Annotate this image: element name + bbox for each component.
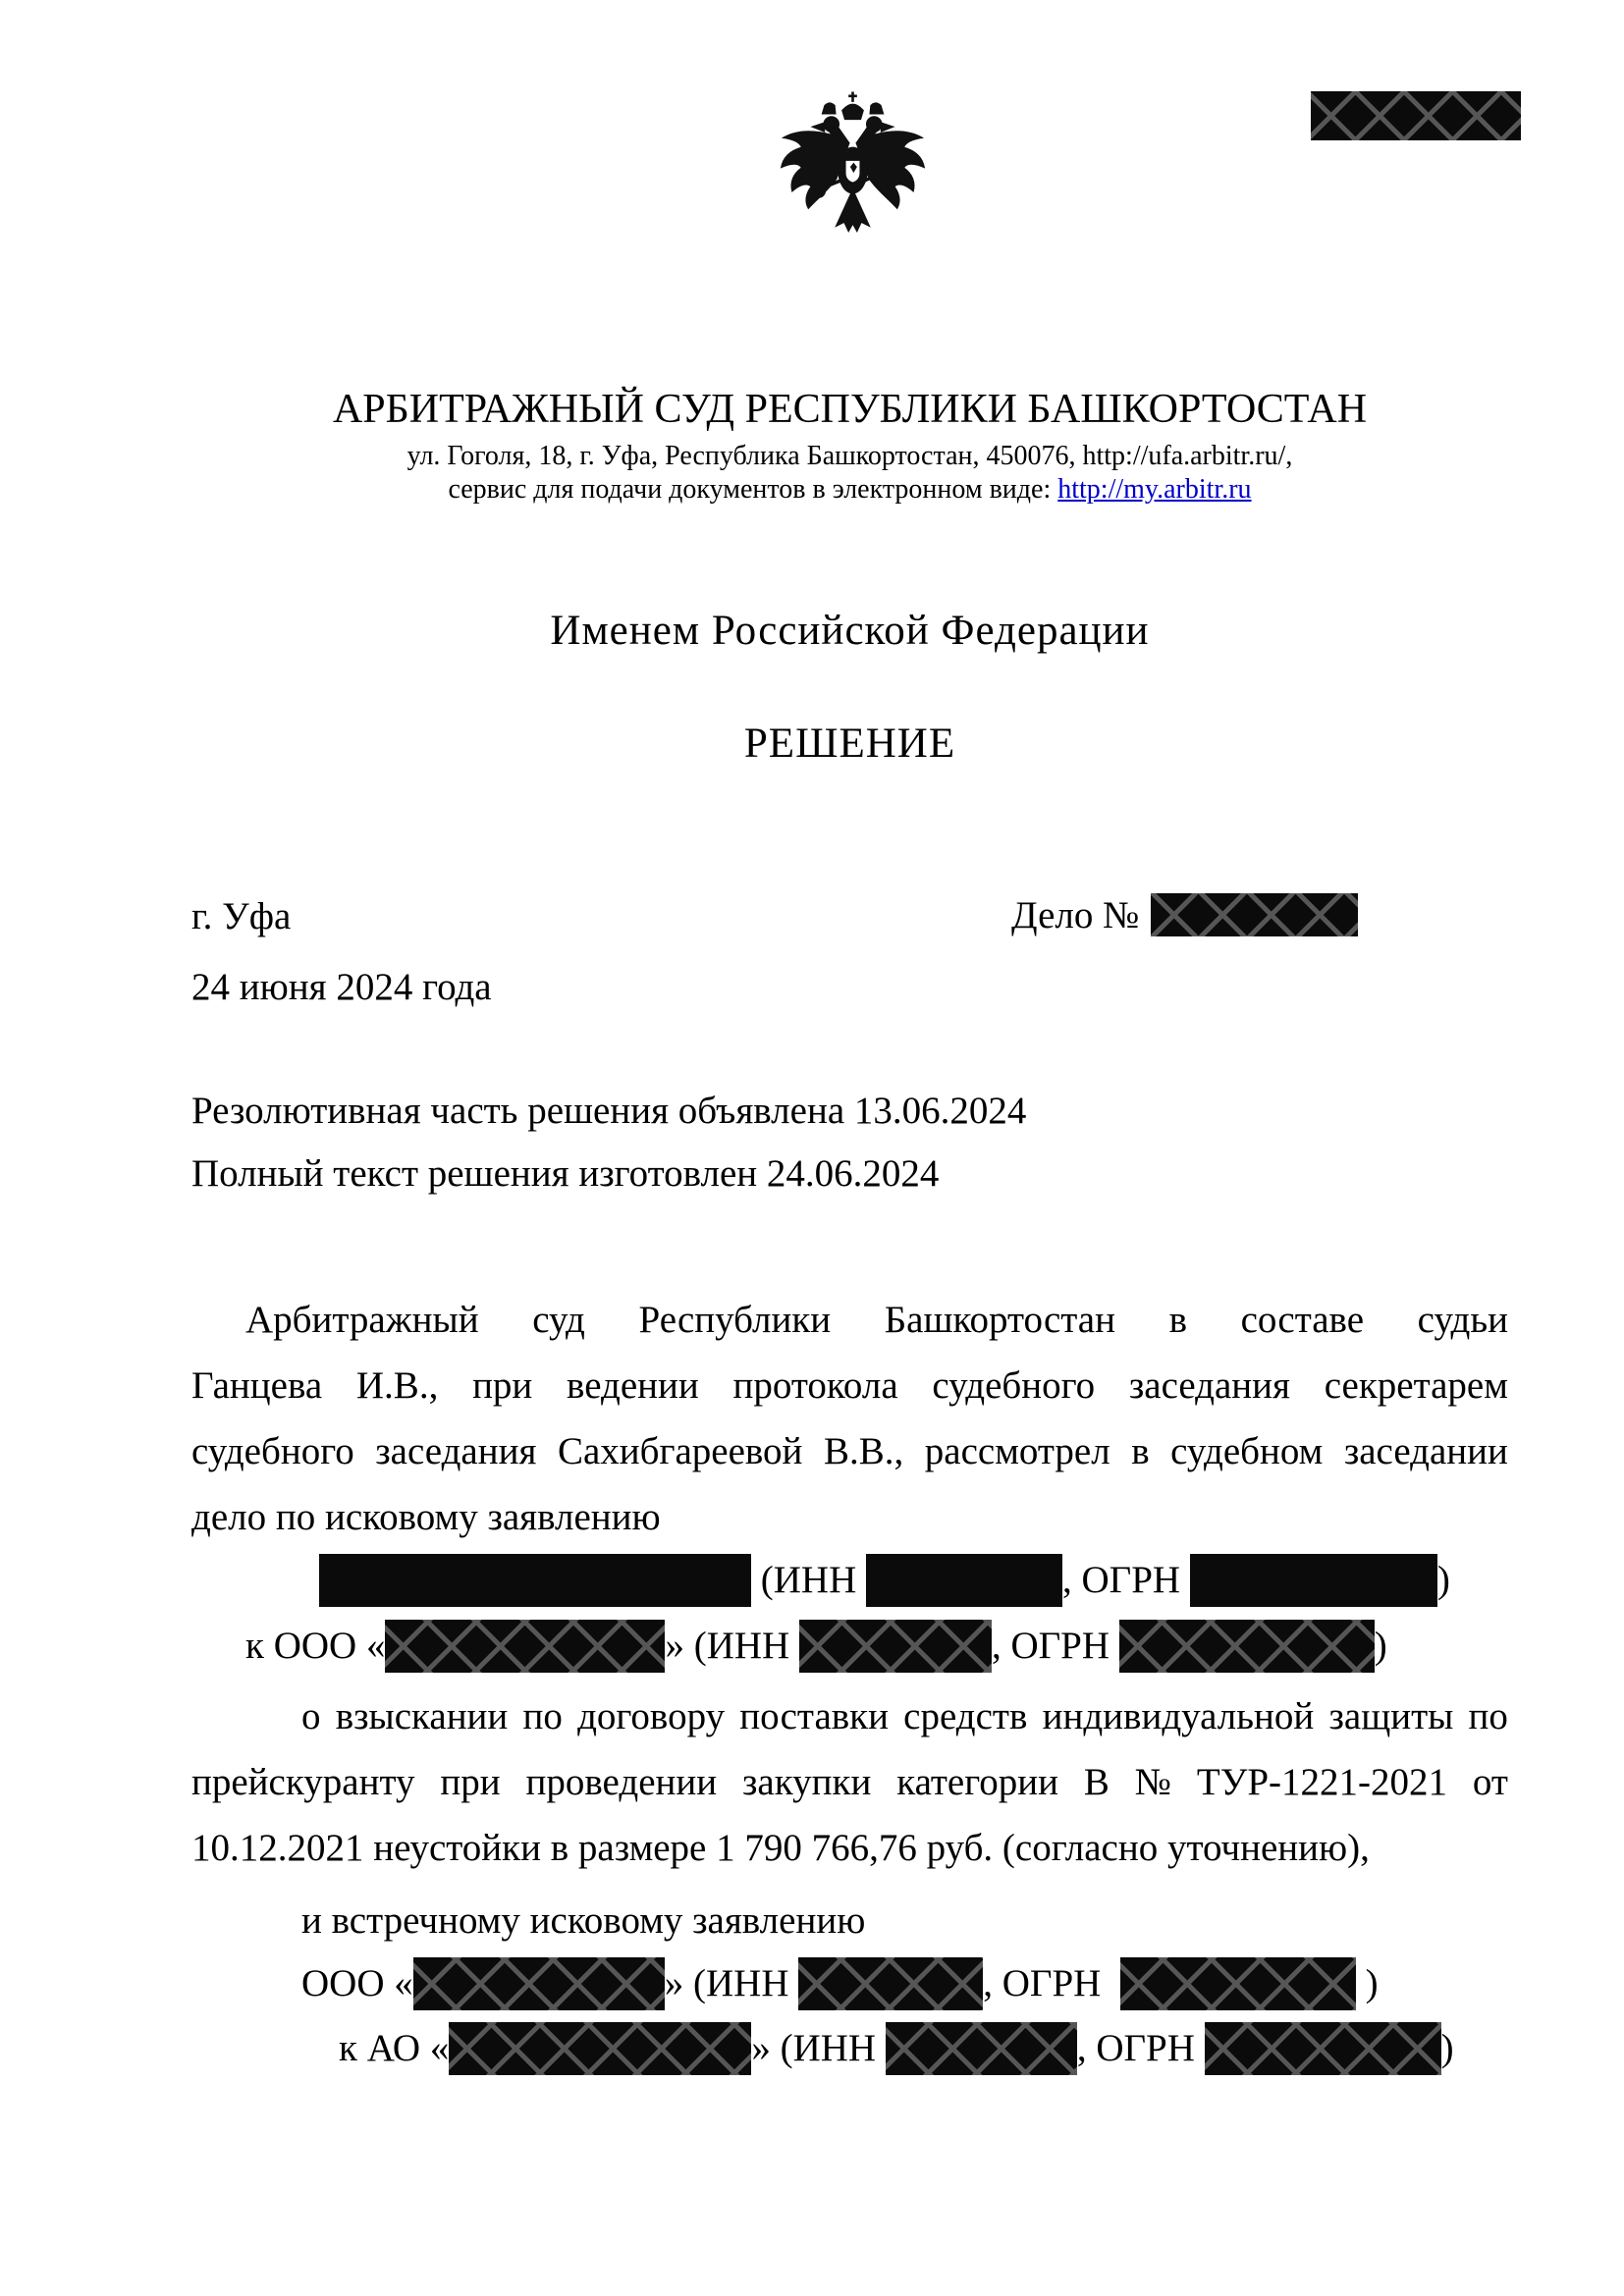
body-word: В.В., <box>823 1430 904 1472</box>
body-word: закупки <box>742 1761 872 1803</box>
body-word: Башкортостан <box>884 1299 1115 1341</box>
body-text: , ОГРН <box>1061 1559 1190 1601</box>
body-word: договору <box>577 1695 726 1737</box>
body-line <box>191 1360 1508 1413</box>
my-arbitr-link[interactable]: http://my.arbitr.ru <box>1057 474 1252 505</box>
body-text: к ООО « <box>245 1625 386 1667</box>
body-line <box>191 1957 1508 2010</box>
body-text: ) <box>1440 2027 1454 2069</box>
body-word: заседания <box>375 1430 537 1472</box>
body-word: Республики <box>638 1299 832 1341</box>
body-word: проведении <box>525 1761 718 1803</box>
body-word: судебного <box>932 1364 1096 1407</box>
body-line <box>191 1690 1508 1743</box>
court-address: ул. Гоголя, 18, г. Уфа, Республика Башкортостан, 450076, http://ufa.arbitr.ru/, <box>406 441 1293 471</box>
body-word: В <box>1083 1761 1110 1803</box>
body-line: 10.12.2021 неустойки в размере 1 790 766,76 руб. (согласно уточнению), <box>191 1827 1370 1869</box>
redaction-box <box>1119 1620 1375 1673</box>
body-text: , ОГРН <box>1076 2027 1205 2069</box>
body-word: судебном <box>1170 1430 1324 1472</box>
body-text: ООО « <box>301 1962 413 2004</box>
body-text: ) <box>1436 1559 1450 1601</box>
redaction-box <box>413 1957 665 2010</box>
body-word: секретарем <box>1324 1364 1508 1407</box>
body-word: в <box>1131 1430 1150 1472</box>
body-word: протокола <box>732 1364 898 1407</box>
body-word: индивидуальной <box>1042 1695 1315 1737</box>
redaction-box <box>799 1620 992 1673</box>
body-word: по <box>1468 1695 1508 1737</box>
body-word: И.В., <box>355 1364 439 1407</box>
body-text: (ИНН <box>751 1559 866 1601</box>
e-filing-text: сервис для подачи документов в электронном виде: <box>448 474 1058 505</box>
case-number-label: Дело № <box>1011 893 1140 936</box>
redaction-box <box>886 2022 1077 2075</box>
redaction-box <box>1190 1554 1437 1607</box>
body-word: прейскуранту <box>191 1761 415 1803</box>
redaction-box <box>319 1554 751 1607</box>
body-word: судебного <box>191 1430 354 1472</box>
body-text: » (ИНН <box>665 1625 799 1667</box>
body-line: и встречному исковому заявлению <box>301 1899 866 1942</box>
body-word: при <box>472 1364 533 1407</box>
body-text: к АО « <box>339 2027 450 2069</box>
body-word: № <box>1134 1761 1172 1803</box>
body-word: в <box>1168 1299 1188 1341</box>
body-word: категории <box>896 1761 1058 1803</box>
body-word: поставки <box>739 1695 889 1737</box>
body-word: рассмотрел <box>924 1430 1110 1472</box>
body-line <box>191 1294 1508 1347</box>
body-word: ведении <box>567 1364 699 1407</box>
body-text: » (ИНН <box>664 1962 799 2004</box>
body-line: дело по исковому заявлению <box>191 1496 661 1538</box>
body-word: защиты <box>1328 1695 1454 1737</box>
redaction-box <box>1205 2022 1441 2075</box>
body-word: Сахибгареевой <box>557 1430 803 1472</box>
in-the-name-line: Именем Российской Федерации <box>550 608 1150 654</box>
body-line <box>191 1756 1508 1809</box>
redaction-box <box>385 1620 665 1673</box>
decision-title: РЕШЕНИЕ <box>743 721 956 767</box>
court-name: АРБИТРАЖНЫЙ СУД РЕСПУБЛИКИ БАШКОРТОСТАН <box>332 387 1368 432</box>
city-label: г. Уфа <box>191 895 292 937</box>
body-word: при <box>440 1761 501 1803</box>
body-text: » (ИНН <box>751 2027 886 2069</box>
body-line <box>191 1554 1508 1607</box>
decision-date: 24 июня 2024 года <box>191 966 492 1008</box>
redaction-box <box>798 1957 983 2010</box>
body-text: , ОГРН <box>991 1625 1119 1667</box>
body-word: заседания <box>1128 1364 1290 1407</box>
body-line <box>191 1425 1508 1478</box>
body-word: суд <box>532 1299 585 1341</box>
body-line <box>191 1620 1508 1673</box>
body-text: ) <box>1374 1625 1387 1667</box>
decision-body <box>191 0 1508 2296</box>
body-word: средств <box>903 1695 1028 1737</box>
body-word: от <box>1472 1761 1508 1803</box>
redaction-box <box>866 1554 1062 1607</box>
body-text: , ОГРН <box>983 1962 1120 2004</box>
body-word: Арбитражный <box>245 1299 479 1341</box>
body-word: составе <box>1240 1299 1365 1341</box>
body-word: взыскании <box>335 1695 509 1737</box>
redaction-box <box>1120 1957 1356 2010</box>
redaction-box <box>449 2022 751 2075</box>
body-word: заседании <box>1343 1430 1508 1472</box>
body-word: Ганцева <box>191 1364 323 1407</box>
body-text: ) <box>1355 1962 1379 2004</box>
operative-full-text-line: Полный текст решения изготовлен 24.06.2024 <box>191 1152 940 1195</box>
body-word: ТУР-1221-2021 <box>1196 1761 1448 1803</box>
body-word: по <box>522 1695 563 1737</box>
body-word: судьи <box>1417 1299 1508 1341</box>
body-word: о <box>301 1695 321 1737</box>
operative-announced-line: Резолютивная часть решения объявлена 13.06.2024 <box>191 1090 1027 1132</box>
body-line <box>191 2022 1508 2075</box>
